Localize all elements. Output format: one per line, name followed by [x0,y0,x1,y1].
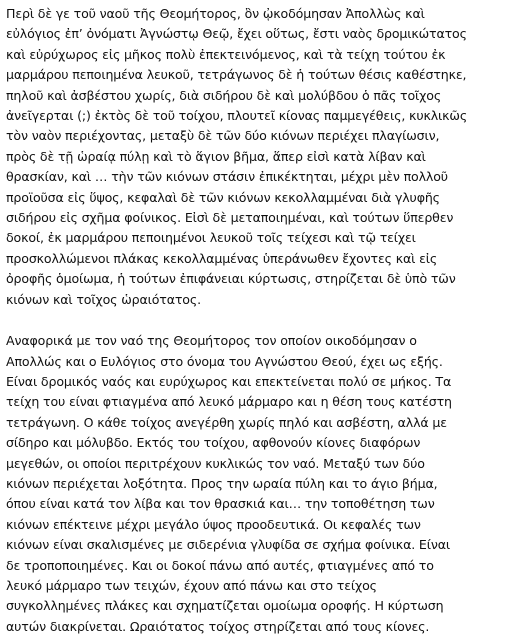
text-line: θρασκίαν, καὶ … τὴν τῶν κιόνων στάσιν ἐπικέκτηται, μέχρι μὲν πολλοῦ [6,169,448,185]
text-line: κιόνων είναι σκαλισμένες με σιδερένια γλυφίδα σε σχήμα φοίνικα. Είναι [6,537,451,553]
text-line: Είναι δρομικός ναός και ευρύχωρος και επεκτείνεται πολύ σε μήκος. Τα [6,373,452,389]
text-line: τετράγωνη. Ο κάθε τοίχος ανεγέρθη χωρίς πηλό και ασβέστη, αλλά με [6,414,447,430]
text-line: πηλοῦ καὶ ἀσβέστου χωρίς, διὰ σιδήρου δὲ καὶ μολύβδου ὁ πᾶς τοῖχος [6,87,442,103]
text-line: Αναφορικά με τον ναό της Θεομήτορος τον οποίον οικοδόμησαν ο [6,333,417,349]
text-line: αυτών διακρίνεται. Ωραιότατος τοίχος στηρίζεται από τους κίονες. [6,618,430,634]
text-line: λευκό μάρμαρο των τειχών, έχουν από πάνω και στο τείχος [6,577,377,593]
text-line: καὶ εὐρύχωρος εἰς μῆκος πολὺ ἐπεκτεινόμενος, καὶ τὰ τείχη τούτου ἐκ [6,46,446,62]
greek-original-paragraph [6,4,519,310]
text-line: προσκολλώμενοι πλάκας κεκολλαμμένας ὑπεράνωθεν ἔχοντες καὶ εἰς [6,250,438,266]
text-line: τὸν ναὸν περιέχοντας, μεταξὺ δὲ τῶν δύο κιόνων περιέχει πλαγίωσιν, [6,128,440,144]
text-line: πρὸς δὲ τῇ ὡραίᾳ πύλῃ καὶ τὸ ἅγιον βῆμα, ἅπερ εἰσὶ κατὰ λίβαν καὶ [6,148,426,164]
text-line: προϊοῦσα εἰς ὕψος, κεφαλαὶ δὲ τῶν κιόνων κεκολλαμμέναι διὰ γλυφῆς [6,189,440,205]
text-line: κιόνων επέκτεινε μέχρι μεγάλο ύψος προοδευτικά. Οι κεφαλές των [6,516,421,532]
text-line: σίδηρο και μόλυβδο. Εκτός του τοίχου, αφθονούν κίονες διαφόρων [6,435,421,451]
text-line: Απολλώς και ο Ευλόγιος στο όνομα του Αγνώστου Θεού, έχει ως εξής. [6,353,443,369]
text-line: μεγεθών, οι οποίοι περιτρέχουν κυκλικώς τον ναό. Μεταξύ των δύο [6,455,425,471]
text-line: συγκολλημένες πλάκες και σχηματίζεται ομοίωμα οροφής. Η κύρτωση [6,598,444,614]
text-line: δε τροποποιημένες. Και οι δοκοί πάνω από αυτές, φτιαγμένες από το [6,557,434,573]
text-line: μαρμάρου πεποιημένα λευκοῦ, τετράγωνος δὲ ἡ τούτων θέσις καθέστηκε, [6,67,467,83]
text-line: σιδήρου εἰς σχῆμα φοίνικος. Εἰσὶ δὲ μεταποιημέναι, καὶ τούτων ὕπερθεν [6,210,454,226]
text-line: κιόνων καὶ τοῖχος ὡραιότατος. [6,291,201,307]
text-line: ὀροφῆς ὁμοίωμα, ἡ τούτων ἐπιφάνειαι κύρτωσις, στηρίζεται δὲ ὑπὸ τῶν [6,271,456,287]
text-line: δοκοί, ἐκ μαρμάρου πεποιημένοι λευκοῦ τοῖς τείχεσι καὶ τῷ τείχει [6,230,416,246]
text-line: κιόνων περιέχεται λοξότητα. Προς την ωραία πύλη και το άγιο βήμα, [6,475,438,491]
modern-greek-paragraph [6,331,519,637]
text-line: ἀνεῖγερται (;) ἐκτὸς δὲ τοῦ τοίχου, πλουτεῖ κίονας παμμεγέθεις, κυκλικῶς [6,108,468,124]
text-line: Περὶ δὲ γε τοῦ ναοῦ τῆς Θεομήτορος, ὃν ᾠκοδόμησαν Ἀπολλὼς καὶ [6,6,425,21]
text-line: εὐλόγιος ἐπ’ ὀνόματι Ἀγνώστῳ Θεῷ, ἔχει οὕτως, ἔστι ναὸς δρομικώτατος [6,26,467,42]
text-line: τείχη του είναι φτιαγμένα από λευκό μάρμαρο και η θέση τους κατέστη [6,394,452,410]
text-line: όπου είναι κατά τον λίβα και τον θρασκιά και… την τοποθέτηση των [6,496,435,512]
